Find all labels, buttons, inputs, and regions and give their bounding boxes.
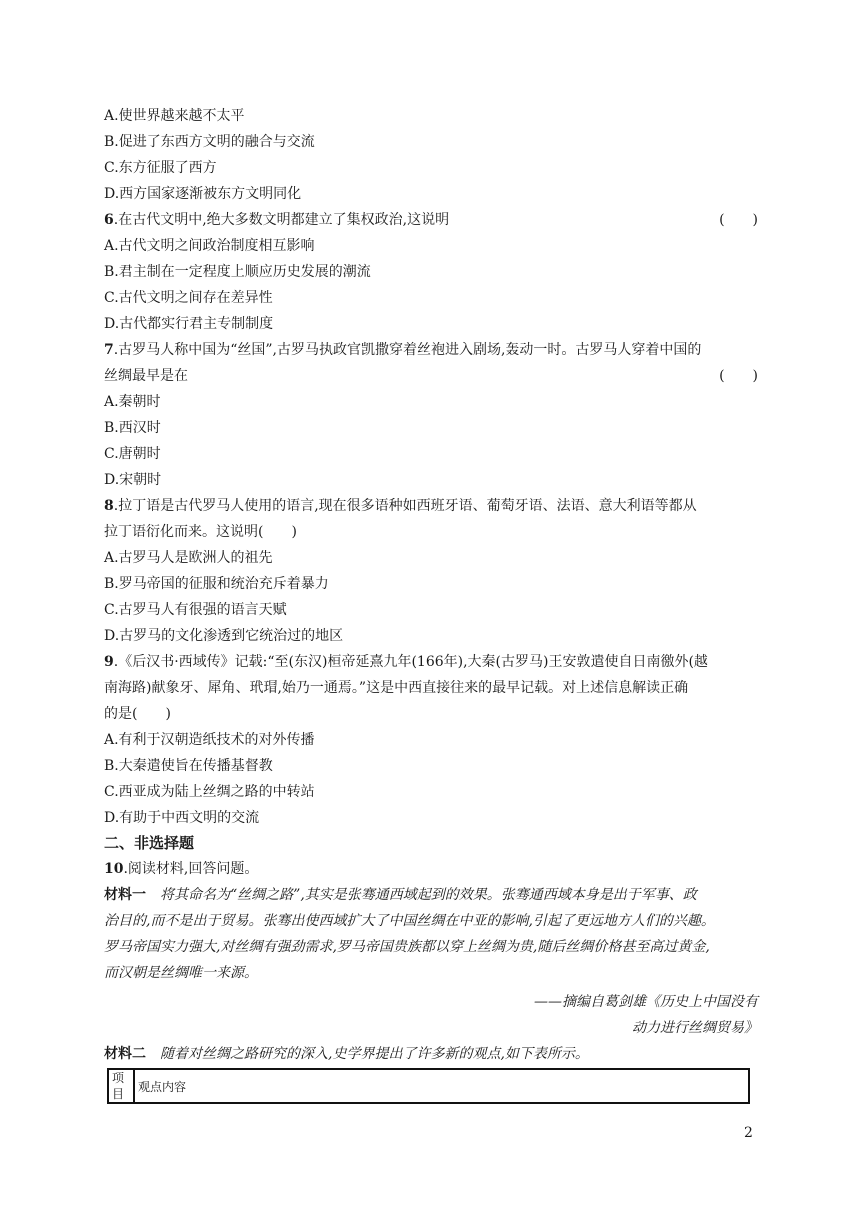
q9-stem-line1 bbox=[104, 652, 758, 672]
material1-line4: 而汉朝是丝绸唯一来源。 bbox=[104, 965, 258, 981]
material2-text: 随着对丝绸之路研究的深入,史学界提出了许多新的观点,如下表所示。 bbox=[146, 1046, 589, 1062]
q7-stem-line1 bbox=[104, 340, 758, 360]
q5-option-d: D.西方国家逐渐被东方文明同化 bbox=[104, 186, 302, 202]
material1-source-line2: 动力进行丝绸贸易》 bbox=[632, 1020, 758, 1036]
q9-stem-line2: 南海路)献象牙、犀角、玳瑁,始乃一通焉。”这是中西直接往来的最早记载。对上述信息解读正确 bbox=[104, 680, 689, 696]
q8-option-c: C.古罗马人有很强的语言天赋 bbox=[104, 602, 287, 618]
q7-stem-line2 bbox=[104, 366, 758, 386]
material1-text1: 将其命名为“丝绸之路”,其实是张骞通西域起到的效果。张骞通西域本身是出于军事、政 bbox=[146, 887, 697, 903]
table-header-row bbox=[108, 1069, 749, 1103]
q7-option-d: D.宋朝时 bbox=[104, 472, 162, 488]
q10-stem bbox=[104, 859, 758, 879]
q6-stem bbox=[104, 210, 758, 230]
q10-number: 10 bbox=[104, 861, 124, 877]
q7-stem-text2: 丝绸最早是在 bbox=[104, 368, 188, 384]
q5-option-a: A.使世界越来越不太平 bbox=[104, 108, 245, 124]
q7-option-a: A.秦朝时 bbox=[104, 394, 161, 410]
q8-stem-line2: 拉丁语衍化而来。这说明( ) bbox=[104, 524, 297, 540]
q7-answer-blank: ( ) bbox=[719, 368, 758, 384]
q8-stem-text: .拉丁语是古代罗马人使用的语言,现在很多语种如西班牙语、葡萄牙语、法语、意大利语等都从 bbox=[113, 498, 697, 514]
table-header-content: 观点内容 bbox=[134, 1069, 749, 1103]
q6-stem-text: .在古代文明中,绝大多数文明都建立了集权政治,这说明 bbox=[113, 212, 450, 228]
q5-option-c: C.东方征服了西方 bbox=[104, 160, 217, 176]
q10-stem-text: .阅读材料,回答问题。 bbox=[123, 861, 259, 877]
material1-label: 材料一 bbox=[104, 887, 146, 903]
q9-option-b: B.大秦遣使旨在传播基督教 bbox=[104, 758, 273, 774]
q6-answer-blank: ( ) bbox=[719, 212, 758, 228]
table-header-item: 项目 bbox=[108, 1069, 134, 1103]
material1-line3: 罗马帝国实力强大,对丝绸有强劲需求,罗马帝国贵族都以穿上丝绸为贵,随后丝绸价格甚至高过黄金, bbox=[104, 939, 710, 955]
material1-source-line1: ——摘编自葛剑雄《历史上中国没有 bbox=[534, 994, 758, 1010]
q9-option-c: C.西亚成为陆上丝绸之路的中转站 bbox=[104, 784, 315, 800]
q8-option-b: B.罗马帝国的征服和统治充斥着暴力 bbox=[104, 576, 329, 592]
q9-option-d: D.有助于中西文明的交流 bbox=[104, 810, 260, 826]
q7-option-b: B.西汉时 bbox=[104, 420, 161, 436]
q9-stem-line3: 的是( ) bbox=[104, 706, 171, 722]
material2-line bbox=[104, 1044, 758, 1064]
q6-option-d: D.古代都实行君主专制制度 bbox=[104, 316, 274, 332]
q9-option-a: A.有利于汉朝造纸技术的对外传播 bbox=[104, 732, 315, 748]
section-heading: 二、非选择题 bbox=[104, 834, 195, 852]
q8-option-d: D.古罗马的文化渗透到它统治过的地区 bbox=[104, 628, 344, 644]
page-number: 2 bbox=[744, 1125, 753, 1141]
q9-number: 9 bbox=[104, 654, 114, 670]
q8-option-a: A.古罗马人是欧洲人的祖先 bbox=[104, 550, 273, 566]
material1-line1 bbox=[104, 885, 758, 905]
material1-line2: 治目的,而不是出于贸易。张骞出使西域扩大了中国丝绸在中亚的影响,引起了更远地方人们的兴趣。 bbox=[104, 913, 715, 929]
q6-number: 6 bbox=[104, 212, 114, 228]
q5-option-b: B.促进了东西方文明的融合与交流 bbox=[104, 134, 315, 150]
q7-stem-text: .古罗马人称中国为“丝国”,古罗马执政官凯撒穿着丝袍进入剧场,轰动一时。古罗马人穿着中国的 bbox=[113, 342, 702, 358]
q8-stem-line1 bbox=[104, 496, 758, 516]
q8-number: 8 bbox=[104, 498, 114, 514]
q6-option-c: C.古代文明之间存在差异性 bbox=[104, 290, 273, 306]
q9-stem-text: .《后汉书·西域传》记载:“至(东汉)桓帝延熹九年(166年),大秦(古罗马)王安敦遣使自日南徼外(越 bbox=[113, 654, 708, 670]
q7-number: 7 bbox=[104, 342, 114, 358]
q6-option-a: A.古代文明之间政治制度相互影响 bbox=[104, 238, 315, 254]
material2-label: 材料二 bbox=[104, 1046, 146, 1062]
q7-option-c: C.唐朝时 bbox=[104, 446, 161, 462]
viewpoint-table bbox=[107, 1068, 750, 1104]
q6-option-b: B.君主制在一定程度上顺应历史发展的潮流 bbox=[104, 264, 371, 280]
